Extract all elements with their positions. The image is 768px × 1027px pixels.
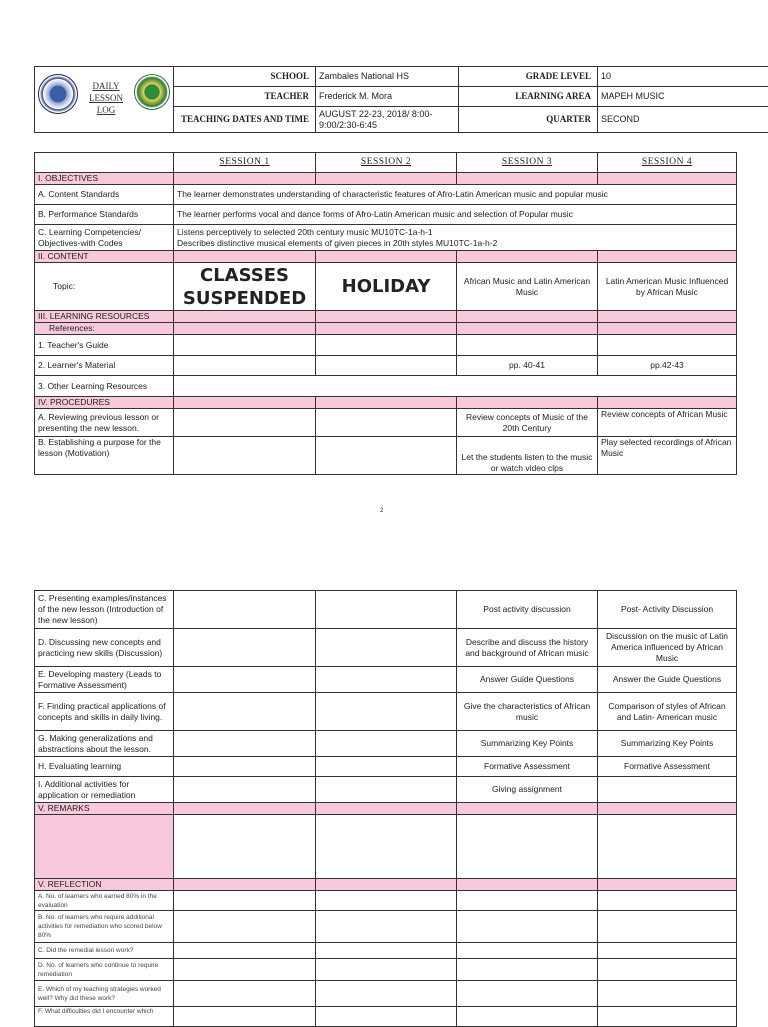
objectives-heading: I. OBJECTIVES [35,173,174,185]
other-resources-label: 3. Other Learning Resources [35,376,174,397]
logo-cell [35,67,174,133]
teacher-value: Frederick M. Mora [316,87,459,107]
school-value: Zambales National HS [316,67,459,87]
page-number: 2 [380,508,383,514]
topic-session-4: Latin American Music Influenced by African Music [598,263,737,311]
session-4-header: SESSION 4 [598,153,737,173]
resources-heading: III. LEARNING RESOURCES [35,311,174,323]
learners-material-session-4: pp.42-43 [598,356,737,376]
teachers-guide-label: 1. Teacher's Guide [35,335,174,356]
performance-standards-value: The learner performs vocal and dance forms of Afro-Latin American music and selection of Popular music [174,205,737,225]
procedure-c-session-3: Post activity discussion [457,591,598,629]
reflection-heading: V. REFLECTION [35,879,174,891]
reflection-a: A. No. of learners who earned 80% in the evaluation [35,891,174,911]
procedure-h-label: H. Evaluating learning [35,757,174,777]
learners-material-session-3: pp. 40-41 [457,356,598,376]
procedure-i-session-3: Giving assignment [457,777,598,803]
procedure-i-label: I. Additional activities for application or remediation [35,777,174,803]
session-2-header: SESSION 2 [316,153,457,173]
remarks-cell [35,815,174,879]
reflection-d: D. No. of learners who continue to require remediation [35,959,174,981]
competencies-label: C. Learning Competencies/ Objectives-with Codes [35,225,174,251]
daily-lesson-log-title: DAILY LESSON LOG [84,80,128,116]
procedure-h-session-3: Formative Assessment [457,757,598,777]
procedure-g-session-3: Summarizing Key Points [457,731,598,757]
content-heading: II. CONTENT [35,251,174,263]
header-table [34,66,768,133]
references-heading: References: [35,323,174,335]
competency-1: Listens perceptively to selected 20th century music MU10TC-1a-h-1 [177,227,733,238]
content-standards-label: A. Content Standards [35,185,174,205]
quarter-label: QUARTER [459,107,598,133]
reflection-e: E. Which of my teaching strategies worked well? Why did these work? [35,981,174,1007]
procedure-d-label: D. Discussing new concepts and practicing new skills (Discussion) [35,629,174,667]
procedure-b-session-3: Let the students listen to the music or watch video clps [457,437,598,475]
procedure-f-session-4: Comparison of styles of African and Latin- American music [598,693,737,731]
topic-session-3: African Music and Latin American Music [457,263,598,311]
procedure-d-session-3: Describe and discuss the history and background of African music [457,629,598,667]
topic-session-2: HOLIDAY [316,263,457,311]
topic-label: Topic: [35,263,174,311]
procedure-c-session-4: Post- Activity Discussion [598,591,737,629]
session-3-header: SESSION 3 [457,153,598,173]
procedure-e-label: E. Developing mastery (Leads to Formative Assessment) [35,667,174,693]
procedures-heading: IV. PROCEDURES [35,397,174,409]
procedure-c-label: C. Presenting examples/instances of the new lesson (Introduction of the new lesson) [35,591,174,629]
area-label: LEARNING AREA [459,87,598,107]
procedure-g-label: G. Making generalizations and abstractions about the lesson. [35,731,174,757]
procedure-f-label: F. Finding practical applications of concepts and skills in daily living. [35,693,174,731]
session-1-header: SESSION 1 [174,153,316,173]
remarks-heading: V. REMARKS [35,803,174,815]
procedure-a-session-3: Review concepts of Music of the 20th Century [457,409,598,437]
procedure-g-session-4: Summarizing Key Points [598,731,737,757]
procedure-f-session-3: Give the characteristics of African music [457,693,598,731]
reflection-b: B. No. of learners who require additional activities for remediation who scored below 80% [35,911,174,943]
content-standards-value: The learner demonstrates understanding of characteristic features of Afro-Latin American music and popular music [174,185,737,205]
procedure-b-session-4: Play selected recordings of African Music [598,437,737,475]
competencies-value [174,225,737,251]
teacher-label: TEACHER [174,87,316,107]
learners-material-label: 2. Learner's Material [35,356,174,376]
reflection-c: C. Did the remedial lesson work? [35,943,174,959]
school-label: SCHOOL [174,67,316,87]
reflection-f: F. What difficulties did I encounter which [35,1007,174,1027]
area-value: MAPEH MUSIC [598,87,768,107]
procedure-a-session-4: Review concepts of African Music [598,409,737,437]
dates-label: TEACHING DATES AND TIME [174,107,316,133]
procedure-h-session-4: Formative Assessment [598,757,737,777]
procedure-a-label: A. Reviewing previous lesson or presenting the new lesson. [35,409,174,437]
dates-value: AUGUST 22-23, 2018/ 8:00-9:00/2:30-6:45 [316,107,459,133]
lesson-table-page1 [34,152,737,475]
topic-session-1: CLASSES SUSPENDED [174,263,316,311]
corner-cell [35,153,174,173]
performance-standards-label: B. Performance Standards [35,205,174,225]
grade-label: GRADE LEVEL [459,67,598,87]
procedure-d-session-4: Discussion on the music of Latin America influenced by African Music [598,629,737,667]
procedure-b-label: B. Establishing a purpose for the lesson (Motivation) [35,437,174,475]
grade-value: 10 [598,67,768,87]
lesson-table-page2 [34,590,737,1027]
quarter-value: SECOND [598,107,768,133]
procedure-e-session-3: Answer Guide Questions [457,667,598,693]
competency-2: Describes distinctive musical elements of given pieces in 20th styles MU10TC-1a-h-2 [177,238,733,249]
procedure-e-session-4: Answer the Guide Questions [598,667,737,693]
